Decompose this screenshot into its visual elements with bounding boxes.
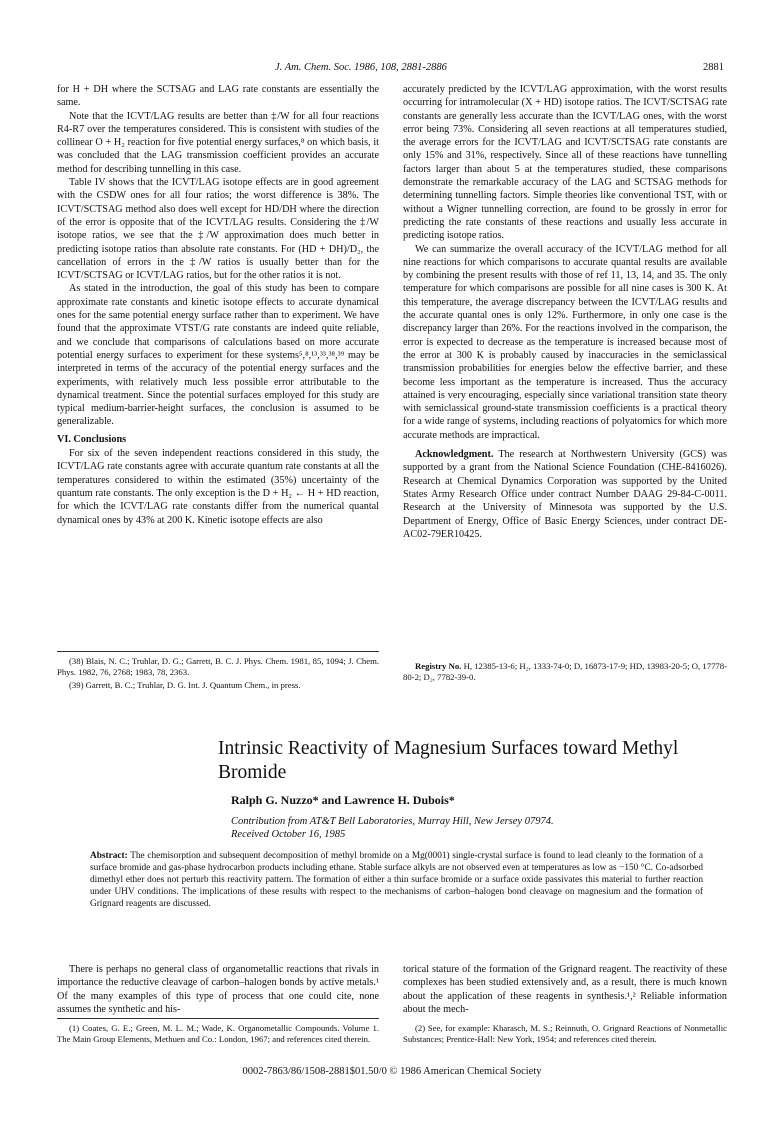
paragraph: For six of the seven independent reactions considered in this study, the ICVT/LAG rate constants agree with accurate quantum rate constants at all the temperatures considered to within the estimated (35%) uncertainty of the quantum rate constants. The only exception is the D + H₂ ← H + HD reaction, for which the ICVT/LAG rate constants differ from the numerical quantal dynamical ones by 43% at 200 K. Kinetic isotope effects are also xyxy=(57,448,379,526)
footnotes-left xyxy=(57,651,379,692)
running-head-citation: J. Am. Chem. Soc. 1986, 108, 2881-2886 xyxy=(275,62,447,73)
left-column xyxy=(57,83,379,527)
acknowledgment xyxy=(403,448,727,541)
paragraph: We can summarize the overall accuracy of the ICVT/LAG method for all nine reactions for which comparisons to accurate quantal results are available by combining the present results with those of ref 11, 13, 14, and 35. The only temperature for which comparisons are possible for all nine cases is 300 K. At this temperature, the average discrepancy between the ICVT/LAG results and the accurate quantal ones is only 12%. Furthermore, in only one case is the discrepancy larger than 26%. For the reactions involved in the comparison, the error is expected to decrease as the temperature is increased because most of the error at 300 K is probably caused by inaccuracies in the semiclassical transmission probabilities for energies below the effective barrier, and these become less important as the temperature is increased. Thus the accuracy attained is very encouraging, especially since variational transition state theory with semiclassical ground-state transmission coefficients is a practical theory for a wide range of systems, including reactions of polyatomics for which more accurate methods are impractical. xyxy=(403,243,727,441)
registry-label: Registry No. xyxy=(415,661,462,671)
registry-numbers xyxy=(403,661,727,684)
abstract-text: The chemisorption and subsequent decomposition of methyl bromide on a Mg(0001) single-crystal surface is found to lead cleanly to the formation of a surface bromide and gas-phase hydrocarbon products including ethane. Stable surface alkyls are not observed even at temperatures as low as −150 °C. Co-adsorbed dimethyl ether does not perturb this reactivity pattern. The formation of either a thin surface bromide or a surface oxide passivates this material to further reaction under UHV conditions. The implications of these results with respect to the mechanisms of carbon–halogen bond cleavage on magnesium and the formation of Grignard reagents are discussed. xyxy=(90,851,704,910)
registry-text: H, 12385-13-6; H₂, 1333-74-0; D, 16873-17-9; HD, 13983-20-5; O, 17778-80-2; D₂, 7782-39-0. xyxy=(403,661,727,683)
affiliation-line: Contribution from AT&T Bell Laboratories, Murray Hill, New Jersey 07974. xyxy=(231,816,554,827)
intro-right: torical stature of the formation of the Grignard reagent. The reactivity of these complexes has been studied extensively and, as a result, there is much known about the application of these reagents in synthesis.¹,² Reliable information about the mech- xyxy=(403,964,727,1015)
paragraph: Table IV shows that the ICVT/LAG isotope effects are in good agreement with the CSDW ones for all four ratios; the worst difference is 38%. The ICVT/SCTSAG method also does well except for HD/DH where the direction of the error is opposite that of the ICVT/LAG results. Considering the ‡/W isotope ratios, we see that the ‡/W approximation does much better in predicting isotope ratios than absolute rate constants. For (HD + DH)/D₂, the cancellation of errors in the ‡/W ratios is usually better than for the ICVT/SCTSAG or ICVT/LAG ratios, but for the other ratios it is not. xyxy=(57,177,379,282)
footnote-38: (38) Blais, N. C.; Truhlar, D. G.; Garrett, B. C. J. Phys. Chem. 1981, 85, 1094; J. Chem. Phys. 1982, 76, 2768; 1983, 78, 2363. xyxy=(57,656,379,678)
acknowledgment-label: Acknowledgment. xyxy=(415,449,494,461)
paragraph: for H + DH where the SCTSAG and LAG rate constants are essentially the same. xyxy=(57,84,379,109)
abstract-label: Abstract: xyxy=(90,851,128,861)
page-number: 2881 xyxy=(703,62,724,73)
received-date: Received October 16, 1985 xyxy=(231,829,346,840)
abstract xyxy=(90,850,703,910)
paragraph: As stated in the introduction, the goal of this study has been to compare approximate rate constants and kinetic isotope effects to accurate dynamical ones for the same potential energy surface rather than to experiment. We have found that the approximate VTST/G rate constants are indeed quite reliable, and we conclude that comparisons of calculations based on more accurate potential energy surfaces to experiment for these systems⁵,⁸,¹³,³³,³⁸,³⁹ may be interpreted in terms of the accuracy of the potential energy surfaces and the experiments, with relatively much less possible error attributable to the dynamical treatment. Since the potential surfaces employed for this study are typical medium-barrier-height surfaces, the conclusion is assumed to be generalizable. xyxy=(57,283,379,428)
page-footer: 0002-7863/86/1508-2881$01.50/0 © 1986 American Chemical Society xyxy=(242,1066,542,1077)
article-title: Intrinsic Reactivity of Magnesium Surfaces toward Methyl Bromide xyxy=(218,738,679,783)
article-affiliation xyxy=(231,815,731,841)
footnote-1: (1) Coates, G. E.; Green, M. L. M.; Wade, K. Organometallic Compounds. Volume 1. The Main Group Elements, Methuen and Co.: London, 1967; and references cited therein. xyxy=(57,1018,379,1046)
intro-left: There is perhaps no general class of organometallic reactions that rivals in importance the reductive cleavage of carbon–halogen bonds by active metals.¹ Of the many examples of this type of process that one could cite, none assumes the synthetic and his- xyxy=(57,964,379,1015)
acknowledgment-text: The research at Northwestern University (GCS) was supported by a grant from the National Science Foundation (CHE-8416026). Research at Chemical Dynamics Corporation was supported by the United States Army Research Office under contract Number DAAG 29-84-C-0011. Research at the University of Minnesota was supported by the U.S. Department of Energy, Office of Basic Energy Sciences, under contract DE-AC02-79ER10425. xyxy=(403,449,727,540)
footnote-2: (2) See, for example: Kharasch, M. S.; Reinnuth, O. Grignard Reactions of Nonmetallic Substances; Prentice-Hall: New York, 1954; and references cited therein. xyxy=(403,1023,727,1045)
footnote-39: (39) Garrett, B. C.; Truhlar, D. G. Int. J. Quantum Chem., in press. xyxy=(69,679,301,690)
paragraph: accurately predicted by the ICVT/LAG approximation, with the worst results occurring for intramolecular (X + HD) isotope ratios. The ICVT/SCTSAG rate constants are generally less accurate than the ICVT/LAG ones, with the worst error being 73%. Considering all seven reactions at all temperatures studied, the average errors for the ICVT/LAG and ICVT/SCTSAG rate constants are only 15% and 31%, respectively. Since all of these reactions have tunnelling factors larger than about 5 at the temperatures studied, these comparisons demonstrate the remarkable accuracy of the LAG and SCTSAG methods for determining tunnelling factors. Simple theories like conventional TST, with or without a Wigner tunnelling correction, are found to be grossly in error for predicting the rate constants of these reactions and usually less accurate in predicting isotope ratios. xyxy=(403,84,727,242)
section-heading: VI. Conclusions xyxy=(57,433,127,445)
paragraph: Note that the ICVT/LAG results are better than ‡/W for all four reactions R4-R7 over the temperatures considered. This is consistent with studies of the collinear O + H₂ reaction for five potential energy surfaces,⁸ on which basis, it was concluded that the LAG transmission coefficient provides an accurate method for describing tunnelling in this case. xyxy=(57,110,379,175)
right-column xyxy=(403,83,727,541)
article-authors: Ralph G. Nuzzo* and Lawrence H. Dubois* xyxy=(231,793,455,807)
